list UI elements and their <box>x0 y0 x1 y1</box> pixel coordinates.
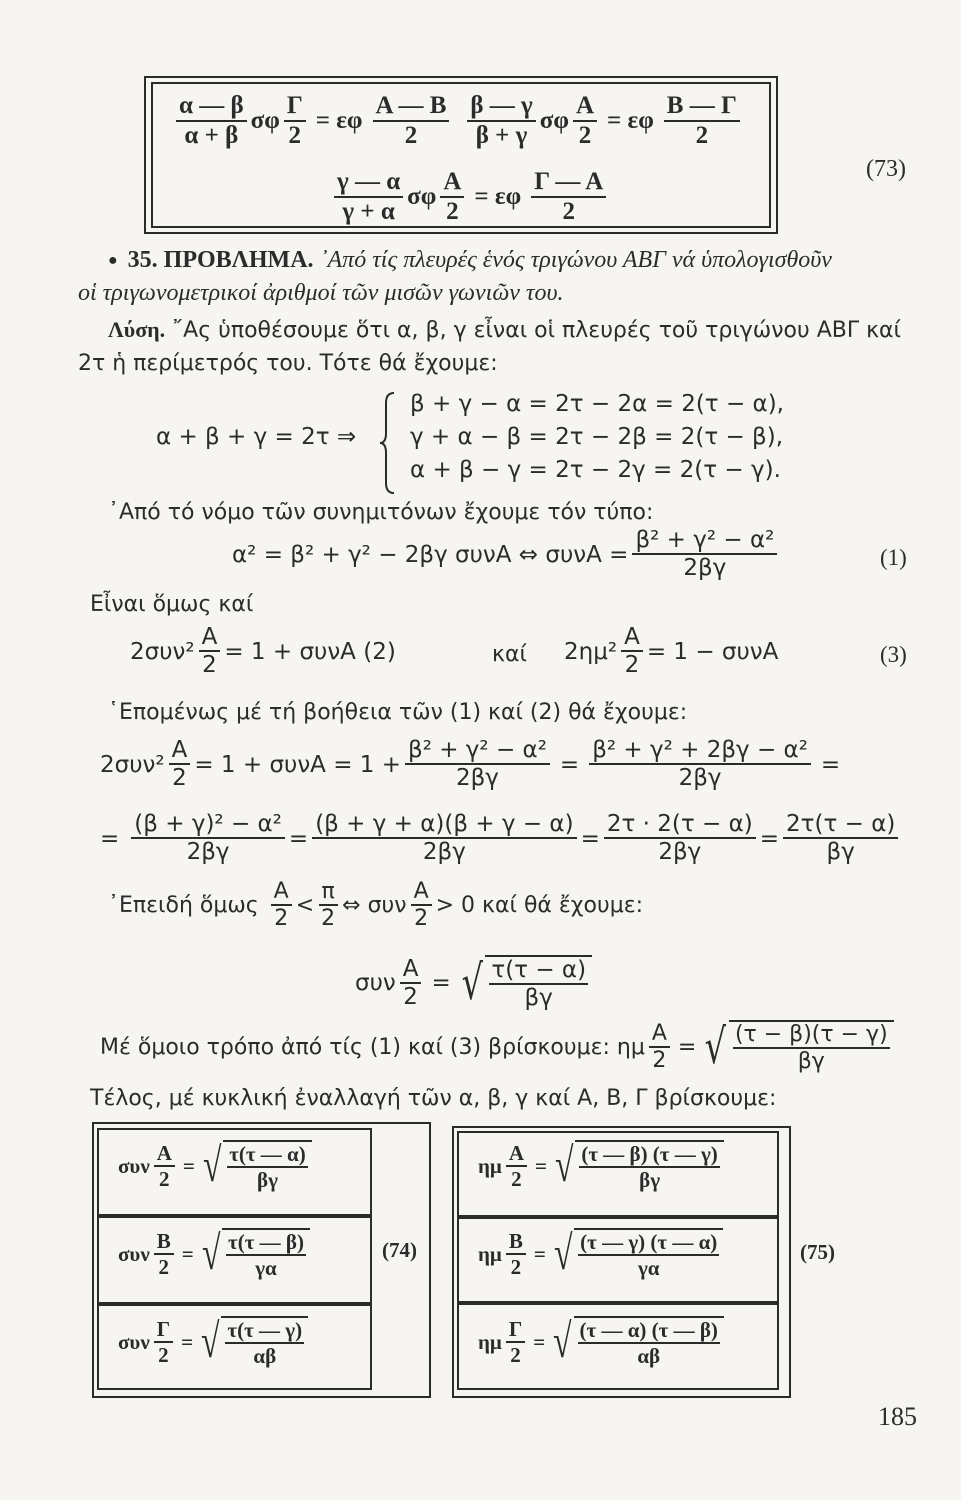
therefore-text: ῾Επομένως μέ τή βοήθεια τῶν (1) καί (2) θά ἔχουμε: <box>108 700 688 725</box>
right-box-row: ημ $\frac{B}{2}$ = √ $\frac{(\tau — \gamma) (\tau — \alpha)}{\gamma\alpha}$ <box>478 1228 723 1280</box>
cos-law-intro: ᾽Από τό νόμο τῶν συνημιτόνων ἔχουμε τόν τύπο: <box>108 500 654 525</box>
result-cos-half: συν $\frac{A}{2}$ = √ $\frac{\tau(\tau - \alpha)}{\beta\gamma}$ <box>355 955 592 1012</box>
formula-73-line1: $\frac{\alpha — \beta}{\alpha + \beta}$ σφ $\frac{\Gamma}{2}$ = εφ $\frac{A — B}{2}$ $\frac{\beta — \gamma}{\beta + \gamma}$ σφ $\frac{A}{2}$ = εφ $\frac{B — \Gamma}{2}$ <box>172 92 744 150</box>
sqrt-icon: √ <box>553 1315 572 1369</box>
derivation-line2: = $\frac{\text{(β + γ)² − α²}}{2\beta\gamma}$ = $\frac{(\beta + \gamma + \alpha)(\beta + \gamma - \alpha)}{2\beta\gamma}$ = $\frac{2\tau \cdot 2(\tau - \alpha)}{2\beta\gamma}$ = $\frac{2\tau(\tau - \alpha)}{\beta\gamma}$ <box>100 812 902 866</box>
equation-number-75: (75) <box>800 1240 835 1264</box>
sqrt-icon: √ <box>553 1227 573 1281</box>
finally-text: Τέλος, μέ κυκλική ἐναλλαγή τῶν α, β, γ καί Α, Β, Γ βρίσκουμε: <box>90 1086 777 1111</box>
problem-text-line2: οἱ τριγωνομετρικοί ἀριθμοί τῶν μισῶν γωνιῶν του. <box>78 280 564 306</box>
sqrt-icon: √ <box>202 1139 222 1193</box>
since-line: ᾽Επειδή ὅμως $\frac{A}{2}$ < $\frac{\pi}{2}$ ⇔ συν $\frac{A}{2}$ > 0 καί θά ἔχουμε: <box>108 879 643 932</box>
left-box-row: συν $\frac{\Gamma}{2}$ = √ $\frac{\tau(\tau — \gamma)}{\alpha\beta}$ <box>118 1316 308 1368</box>
equation-number-3: (3) <box>880 642 907 667</box>
cos-law-formula: α² = β² + γ² − 2βγ συνΑ ⇔ συνΑ = $\frac{\text{β² + γ² − α²}}{2\beta\gamma}$ <box>232 528 781 582</box>
derivation-line1: 2συν² $\frac{A}{2}$ = 1 + συνΑ = 1 + $\frac{\text{β² + γ² − α²}}{2\beta\gamma}$ = $\frac{\text{β² + γ² + 2βγ − α²}}{2\beta\gamma}$ = <box>100 737 841 792</box>
right-box-row: ημ $\frac{A}{2}$ = √ $\frac{(\tau — \beta) (\tau — \gamma)}{\beta\gamma}$ <box>478 1140 724 1192</box>
brace-icon <box>378 391 398 495</box>
right-box-row: ημ $\frac{\Gamma}{2}$ = √ $\frac{(\tau — \alpha) (\tau — \beta)}{\alpha\beta}$ <box>478 1316 724 1368</box>
system-left: α + β + γ = 2τ ⇒ <box>156 424 357 450</box>
equation-number-1: (1) <box>880 545 907 570</box>
formula-2: 2συν² $\frac{A}{2}$ = 1 + συνΑ (2) <box>130 624 396 679</box>
and-word: καί <box>492 642 527 667</box>
equation-number-74: (74) <box>382 1238 417 1262</box>
problem-heading: ● 35. ΠΡΟΒΛΗΜΑ. ᾽Από τίς πλευρές ἑνός τριγώνου ΑΒΓ νά ὑπολογισθοῦν <box>108 247 832 273</box>
page-number: 185 <box>878 1402 917 1431</box>
sqrt-icon: √ <box>201 1315 220 1369</box>
equation-number-73: (73) <box>866 156 906 182</box>
system-line3: α + β − γ = 2τ − 2γ = 2(τ − γ). <box>410 457 781 483</box>
sqrt-icon: √ <box>704 1019 727 1076</box>
sqrt-icon: √ <box>201 1227 221 1281</box>
sqrt-icon: √ <box>554 1139 574 1193</box>
left-box-row: συν $\frac{B}{2}$ = √ $\frac{\tau(\tau — \beta)}{\gamma\alpha}$ <box>118 1228 310 1280</box>
bullet-icon: ● <box>108 252 118 270</box>
sqrt-icon: √ <box>461 955 483 1012</box>
also-text: Εἶναι ὅμως καί <box>90 592 254 617</box>
formula-73-line2: $\frac{\gamma — \alpha}{\gamma + \alpha}$ σφ $\frac{A}{2}$ = εφ $\frac{\Gamma — A}{2}$ <box>330 168 610 226</box>
system-line2: γ + α − β = 2τ − 2β = 2(τ − β), <box>410 424 784 450</box>
solution-line2: 2τ ἡ περίμετρός του. Τότε θά ἔχουμε: <box>78 351 498 376</box>
system-line1: β + γ − α = 2τ − 2α = 2(τ − α), <box>410 391 784 417</box>
left-box-row: συν $\frac{A}{2}$ = √ $\frac{\tau(\tau — \alpha)}{\beta\gamma}$ <box>118 1140 312 1192</box>
solution-line1: Λύση. ῎Ας ὑποθέσουμε ὅτι α, β, γ εἶναι οἱ πλευρές τοῦ τριγώνου ΑΒΓ καί <box>108 317 901 343</box>
similar-line: Μέ ὅμοιο τρόπο ἀπό τίς (1) καί (3) βρίσκουμε: ημ $\frac{A}{2}$ = √ $\frac{(\tau - \beta)(\tau - \gamma)}{\beta\gamma}$ <box>100 1020 894 1075</box>
formula-3: 2ημ² $\frac{A}{2}$ = 1 − συνΑ <box>564 624 779 679</box>
